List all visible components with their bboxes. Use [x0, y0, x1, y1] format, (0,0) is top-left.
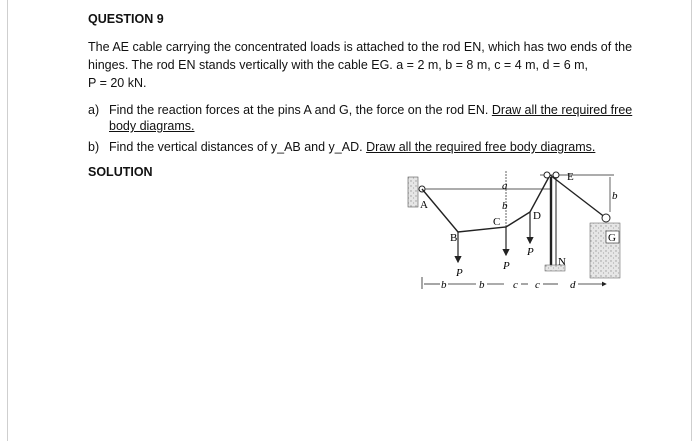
part-b-text: Find the vertical distances of y_AB and y_AD. [109, 140, 367, 154]
wall-support-a [408, 177, 418, 207]
dim-b-right-label: b [612, 190, 618, 202]
solution-title: SOLUTION [88, 165, 153, 179]
load-p-b-label: P [456, 267, 463, 279]
problem-line-1: The AE cable carrying the concentrated loads is attached to the rod EN, which has two ends of the [88, 40, 633, 54]
dim-b-label: b [502, 200, 508, 212]
question-title: QUESTION 9 [88, 12, 164, 26]
dim-c1-label: c [513, 279, 518, 291]
label-a: A [420, 199, 428, 211]
dim-b2-label: b [479, 279, 485, 291]
structure-figure [400, 165, 640, 310]
problem-statement [88, 38, 633, 92]
part-b-underlined: Draw all the required free body diagrams. [366, 140, 596, 154]
part-b-label: b) [88, 140, 100, 154]
hinge-e-left [544, 172, 550, 178]
dim-c2-label: c [535, 279, 540, 291]
label-c: C [493, 216, 501, 228]
load-p-d-label: P [527, 246, 534, 258]
dim-d-label: d [570, 279, 576, 291]
problem-line-2: hinges. The rod EN stands vertically with the cable EG. a = 2 m, b = 8 m, c = 4 m, d = 6 m, [88, 58, 588, 72]
part-a-underlined: Draw all the required free body diagrams. [109, 103, 633, 133]
label-g: G [608, 232, 616, 244]
cable-ae [422, 175, 550, 232]
label-e: E [567, 171, 574, 183]
part-a-label: a) [88, 103, 100, 117]
load-p-c-label: P [503, 260, 510, 272]
part-a-text: Find the reaction forces at the pins A and G, the force on the rod EN. [109, 103, 492, 117]
cable-eg [550, 175, 606, 218]
label-b: B [450, 232, 458, 244]
pin-g [602, 214, 610, 222]
page-left-border [7, 0, 8, 441]
page-right-border [691, 0, 692, 441]
label-n: N [558, 256, 566, 268]
label-d: D [533, 210, 541, 222]
problem-line-3: P = 20 kN. [88, 76, 147, 90]
dim-a-label: a [502, 180, 508, 192]
structure-diagram [400, 165, 640, 305]
dim-b1-label: b [441, 279, 447, 291]
